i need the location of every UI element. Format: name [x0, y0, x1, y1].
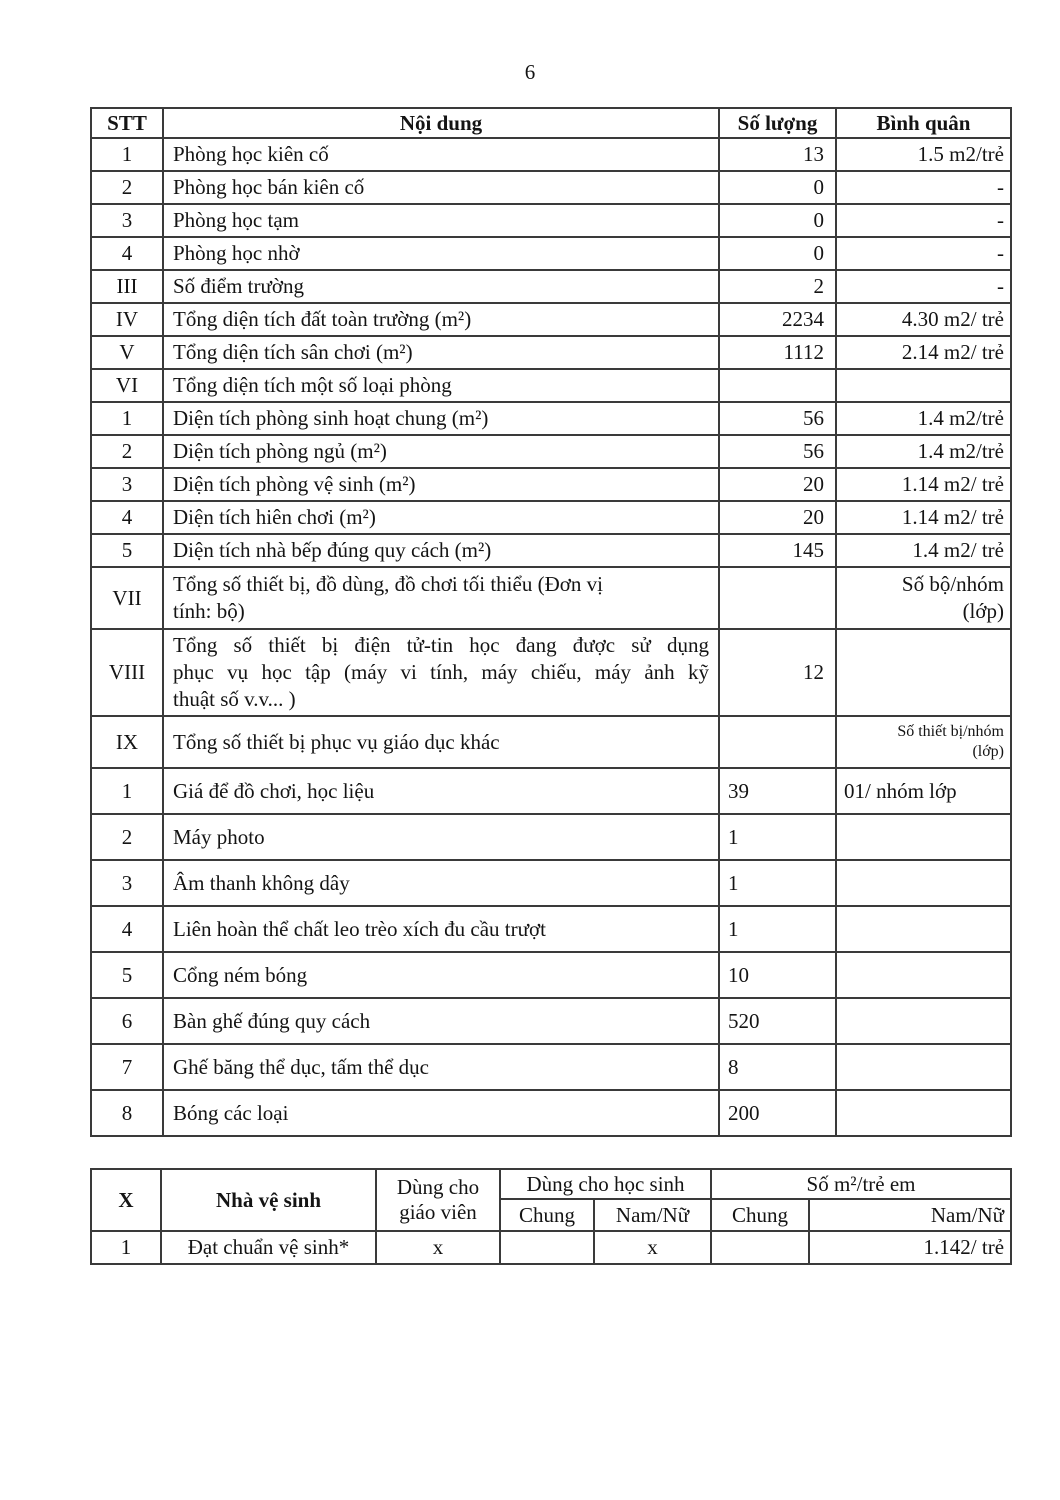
- table-row: [91, 998, 1011, 1044]
- cell-quantity: 13: [719, 138, 836, 171]
- cell-content: Tổng diện tích đất toàn trường (m²): [163, 303, 719, 336]
- table-row: [91, 468, 1011, 501]
- cell-quantity: 2: [719, 270, 836, 303]
- table-header-row: [91, 108, 1011, 138]
- toilet-table: [90, 1168, 1012, 1265]
- cell-average: -: [836, 237, 1011, 270]
- cell-content: Bóng các loại: [163, 1090, 719, 1136]
- column-header-average: Bình quân: [836, 108, 1011, 138]
- column-header-quantity: Số lượng: [719, 108, 836, 138]
- cell-quantity: [719, 716, 836, 768]
- cell-average-line: Số bộ/nhóm: [901, 572, 1004, 596]
- cell-content-line: Tổng số thiết bị, đồ dùng, đồ chơi tối thiểu (Đơn vị: [173, 572, 603, 596]
- table-row: [91, 204, 1011, 237]
- toilet-header-x: X: [91, 1169, 161, 1231]
- cell-quantity: 0: [719, 171, 836, 204]
- cell-stt: 5: [91, 534, 163, 567]
- cell-quantity: 8: [719, 1044, 836, 1090]
- cell-stt: 2: [91, 435, 163, 468]
- table-row: [91, 369, 1011, 402]
- cell-stt: 4: [91, 906, 163, 952]
- cell-quantity: 20: [719, 468, 836, 501]
- cell-area-chung: [711, 1231, 809, 1264]
- cell-stt: 1: [91, 768, 163, 814]
- table-row: [91, 952, 1011, 998]
- page-number: 6: [524, 60, 536, 84]
- cell-stt: 7: [91, 1044, 163, 1090]
- cell-average: 1.4 m2/trẻ: [836, 435, 1011, 468]
- table-row: [91, 303, 1011, 336]
- cell-content: Diện tích hiên chơi (m²): [163, 501, 719, 534]
- cell-content: Giá để đồ chơi, học liệu: [163, 768, 719, 814]
- cell-stt: VI: [91, 369, 163, 402]
- cell-average-line: (lớp): [972, 743, 1004, 760]
- cell-average: [836, 567, 1011, 629]
- cell-content: [163, 567, 719, 629]
- column-header-content: Nội dung: [163, 108, 719, 138]
- cell-content: Máy photo: [163, 814, 719, 860]
- cell-content: Phòng học kiên cố: [163, 138, 719, 171]
- cell-average-line: (lớp): [962, 599, 1004, 623]
- cell-average: [836, 998, 1011, 1044]
- cell-quantity: 56: [719, 402, 836, 435]
- cell-stt: 6: [91, 998, 163, 1044]
- toilet-subheader-chung-students: Chung: [500, 1199, 594, 1231]
- table-row: [91, 567, 1011, 629]
- table-row: [91, 860, 1011, 906]
- cell-average: 4.30 m2/ trẻ: [836, 303, 1011, 336]
- cell-average: [836, 369, 1011, 402]
- cell-content-line: phục vụ học tập (máy vi tính, máy chiếu, máy ảnh kỹ: [173, 660, 709, 684]
- cell-stt: 5: [91, 952, 163, 998]
- cell-average-line: Số thiết bị/nhóm: [897, 723, 1004, 740]
- cell-content: Phòng học nhờ: [163, 237, 719, 270]
- cell-content: Bàn ghế đúng quy cách: [163, 998, 719, 1044]
- cell-quantity: 56: [719, 435, 836, 468]
- cell-average: -: [836, 171, 1011, 204]
- cell-quantity: 10: [719, 952, 836, 998]
- cell-name: Đạt chuẩn vệ sinh*: [161, 1231, 376, 1264]
- column-header-stt: STT: [91, 108, 163, 138]
- cell-average: 1.14 m2/ trẻ: [836, 501, 1011, 534]
- cell-stt: 1: [91, 402, 163, 435]
- cell-content: Số điểm trường: [163, 270, 719, 303]
- cell-stt: 3: [91, 468, 163, 501]
- table-row: [91, 501, 1011, 534]
- table-row: [91, 534, 1011, 567]
- cell-average: 1.5 m2/trẻ: [836, 138, 1011, 171]
- cell-stt: III: [91, 270, 163, 303]
- cell-quantity: 0: [719, 204, 836, 237]
- cell-average: 1.4 m2/ trẻ: [836, 534, 1011, 567]
- cell-content: Ghế băng thể dục, tấm thể dục: [163, 1044, 719, 1090]
- cell-content-line: Tổng số thiết bị điện tử-tin học đang được sử dụng: [173, 633, 709, 657]
- cell-content: Diện tích nhà bếp đúng quy cách (m²): [163, 534, 719, 567]
- cell-quantity: 1112: [719, 336, 836, 369]
- toilet-table-row: [91, 1231, 1011, 1264]
- cell-content: Tổng số thiết bị phục vụ giáo dục khác: [163, 716, 719, 768]
- cell-average: [836, 716, 1011, 768]
- cell-area-namnu: 1.142/ trẻ: [809, 1231, 1011, 1264]
- table-row: [91, 1090, 1011, 1136]
- cell-quantity: 39: [719, 768, 836, 814]
- cell-stt: 3: [91, 204, 163, 237]
- toilet-header-row-1: [91, 1169, 1011, 1199]
- cell-average: [836, 1090, 1011, 1136]
- toilet-header-teacher: Dùng cho giáo viên: [376, 1169, 500, 1231]
- cell-content: Phòng học tạm: [163, 204, 719, 237]
- cell-quantity: 200: [719, 1090, 836, 1136]
- cell-content-line: tính: bộ): [173, 599, 245, 623]
- table-row: [91, 629, 1011, 716]
- table-row: [91, 402, 1011, 435]
- cell-content: Phòng học bán kiên cố: [163, 171, 719, 204]
- toilet-subheader-chung-area: Chung: [711, 1199, 809, 1231]
- table-row: [91, 336, 1011, 369]
- cell-average: 01/ nhóm lớp: [836, 768, 1011, 814]
- cell-quantity: 20: [719, 501, 836, 534]
- table-row: [91, 1044, 1011, 1090]
- cell-average: [836, 814, 1011, 860]
- cell-stt: IV: [91, 303, 163, 336]
- table-row: [91, 138, 1011, 171]
- cell-average: [836, 1044, 1011, 1090]
- toilet-subheader-namnu-students: Nam/Nữ: [594, 1199, 711, 1231]
- cell-content: [163, 629, 719, 716]
- table-row: [91, 906, 1011, 952]
- toilet-header-students: Dùng cho học sinh: [500, 1169, 711, 1199]
- table-row: [91, 171, 1011, 204]
- cell-quantity: [719, 567, 836, 629]
- table-row: [91, 768, 1011, 814]
- cell-quantity: 1: [719, 860, 836, 906]
- cell-quantity: 520: [719, 998, 836, 1044]
- cell-stt: 4: [91, 501, 163, 534]
- cell-quantity: [719, 369, 836, 402]
- cell-stt: 4: [91, 237, 163, 270]
- cell-content: Tổng diện tích một số loại phòng: [163, 369, 719, 402]
- cell-average: [836, 906, 1011, 952]
- cell-content: Cổng ném bóng: [163, 952, 719, 998]
- cell-stt: 2: [91, 171, 163, 204]
- cell-students-namnu: x: [594, 1231, 711, 1264]
- cell-quantity: 1: [719, 814, 836, 860]
- cell-stt: V: [91, 336, 163, 369]
- table-row: [91, 270, 1011, 303]
- cell-content-line: thuật số v.v... ): [173, 687, 296, 711]
- cell-average: [836, 860, 1011, 906]
- cell-content: Liên hoàn thể chất leo trèo xích đu cầu trượt: [163, 906, 719, 952]
- cell-average: 1.14 m2/ trẻ: [836, 468, 1011, 501]
- cell-average: 2.14 m2/ trẻ: [836, 336, 1011, 369]
- cell-stt: 8: [91, 1090, 163, 1136]
- cell-teacher: x: [376, 1231, 500, 1264]
- cell-students-chung: [500, 1231, 594, 1264]
- table-row: [91, 716, 1011, 768]
- cell-stt: VIII: [91, 629, 163, 716]
- cell-stt: 3: [91, 860, 163, 906]
- cell-content: Diện tích phòng ngủ (m²): [163, 435, 719, 468]
- cell-content: Tổng diện tích sân chơi (m²): [163, 336, 719, 369]
- cell-quantity: 1: [719, 906, 836, 952]
- cell-average: -: [836, 270, 1011, 303]
- cell-stt: 1: [91, 138, 163, 171]
- cell-average: -: [836, 204, 1011, 237]
- cell-quantity: 2234: [719, 303, 836, 336]
- toilet-subheader-namnu-area: Nam/Nữ: [809, 1199, 1011, 1231]
- cell-average: 1.4 m2/trẻ: [836, 402, 1011, 435]
- table-row: [91, 814, 1011, 860]
- cell-stt: IX: [91, 716, 163, 768]
- cell-average: [836, 629, 1011, 716]
- table-row: [91, 435, 1011, 468]
- cell-quantity: 0: [719, 237, 836, 270]
- cell-quantity: 12: [719, 629, 836, 716]
- cell-quantity: 145: [719, 534, 836, 567]
- cell-stt: 1: [91, 1231, 161, 1264]
- facilities-table: [90, 107, 1012, 1137]
- table-row: [91, 237, 1011, 270]
- cell-content: Diện tích phòng vệ sinh (m²): [163, 468, 719, 501]
- toilet-header-name: Nhà vệ sinh: [161, 1169, 376, 1231]
- cell-average: [836, 952, 1011, 998]
- cell-content: Diện tích phòng sinh hoạt chung (m²): [163, 402, 719, 435]
- cell-stt: 2: [91, 814, 163, 860]
- cell-content: Âm thanh không dây: [163, 860, 719, 906]
- cell-stt: VII: [91, 567, 163, 629]
- toilet-header-area: Số m²/trẻ em: [711, 1169, 1011, 1199]
